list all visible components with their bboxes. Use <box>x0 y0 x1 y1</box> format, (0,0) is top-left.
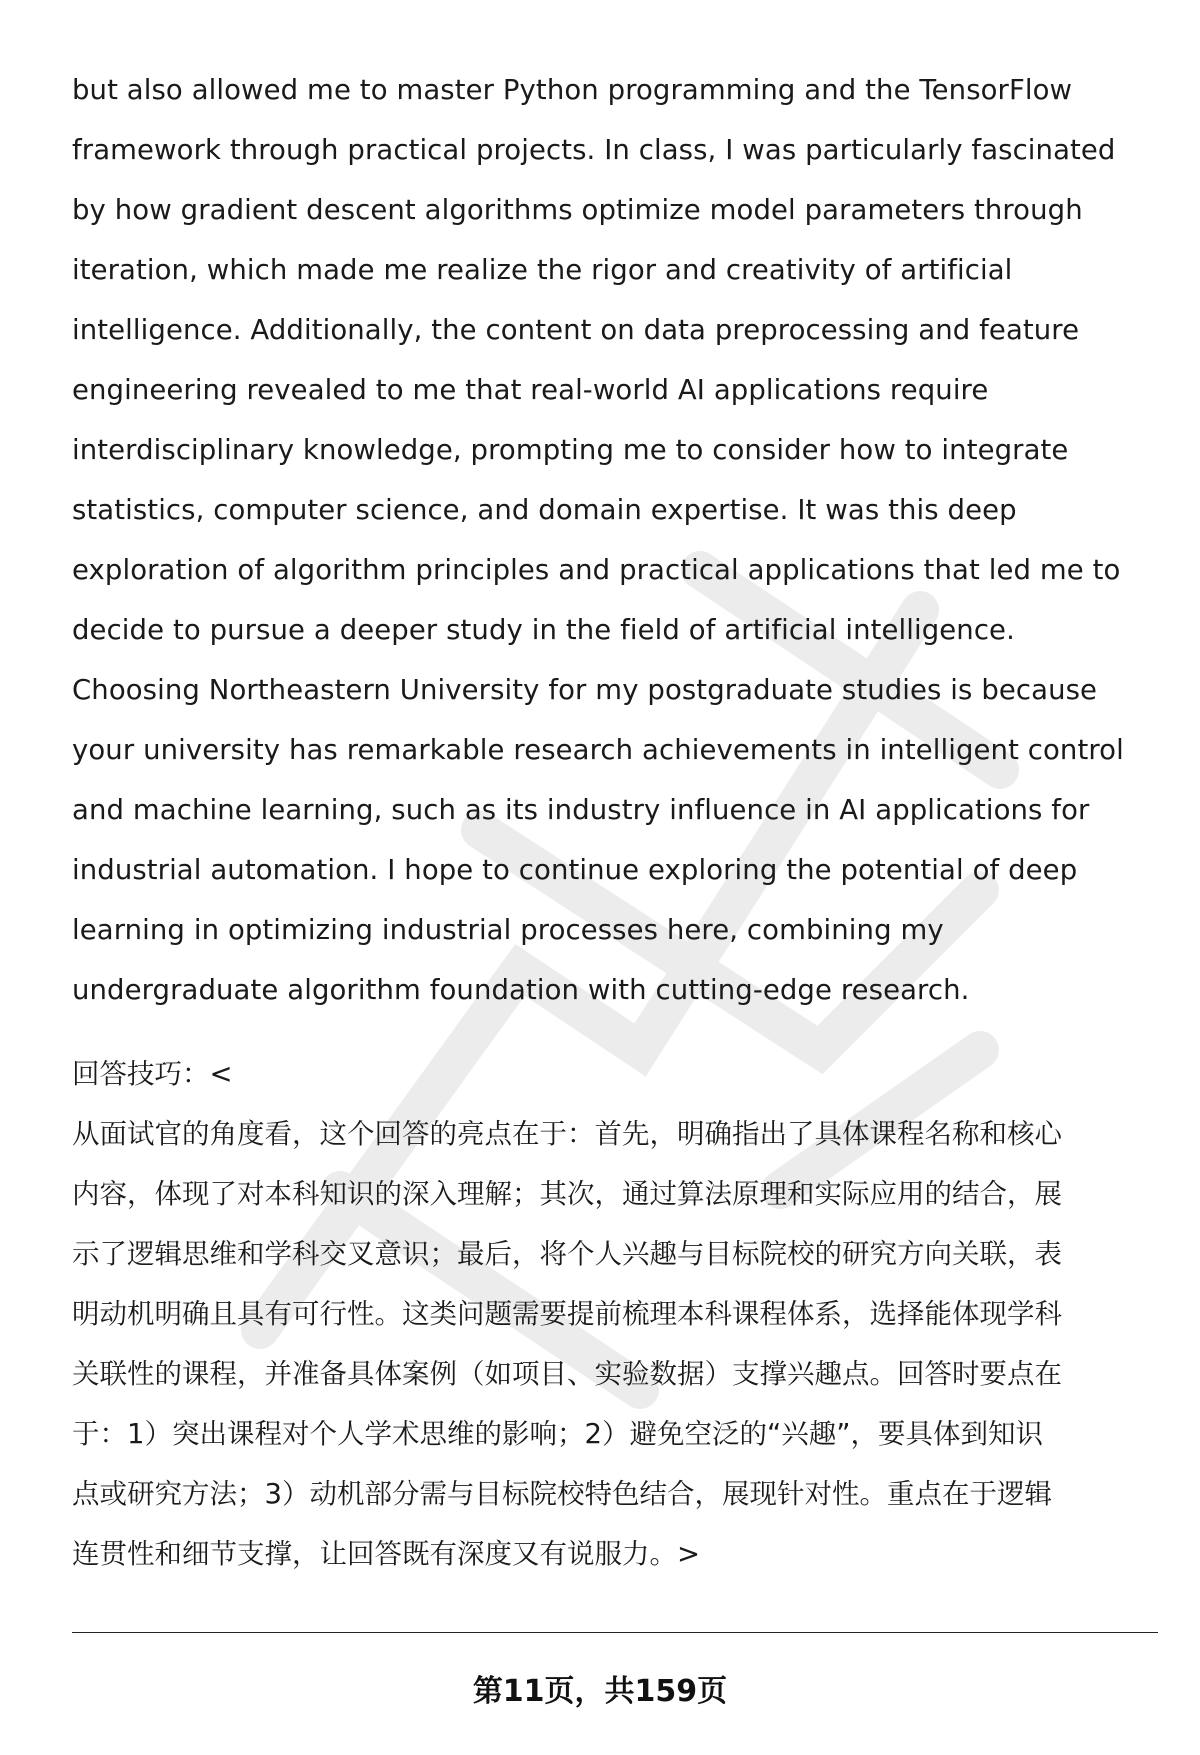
body-line: intelligence. Additionally, the content on data preprocessing and feature <box>72 314 1080 346</box>
body-line: and machine learning, such as its industry influence in AI applications for <box>72 794 1090 826</box>
body-line: but also allowed me to master Python programming and the TensorFlow <box>72 74 1073 106</box>
body-line: Choosing Northeastern University for my postgraduate studies is because <box>72 674 1098 706</box>
body-line: interdisciplinary knowledge, prompting me to consider how to integrate <box>72 434 1069 466</box>
tips-line: 连贯性和细节支撑，让回答既有深度又有说服力。> <box>72 1538 701 1570</box>
body-line: decide to pursue a deeper study in the field of artificial intelligence. <box>72 614 1015 646</box>
body-line: engineering revealed to me that real-world AI applications require <box>72 374 989 406</box>
body-line: undergraduate algorithm foundation with cutting-edge research. <box>72 974 970 1006</box>
body-line: statistics, computer science, and domain expertise. It was this deep <box>72 494 1017 526</box>
tips-line: 内容，体现了对本科知识的深入理解；其次，通过算法原理和实际应用的结合，展 <box>72 1178 1062 1210</box>
answer-body <box>72 60 1152 1020</box>
tips-line: 从面试官的角度看，这个回答的亮点在于：首先，明确指出了具体课程名称和核心 <box>72 1118 1062 1150</box>
body-line: framework through practical projects. In class, I was particularly fascinated <box>72 134 1116 166</box>
tips-heading: 回答技巧：< <box>72 1058 233 1090</box>
body-line: industrial automation. I hope to continue exploring the potential of deep <box>72 854 1078 886</box>
answer-tips <box>72 1044 1152 1584</box>
tips-line: 关联性的课程，并准备具体案例（如项目、实验数据）支撑兴趣点。回答时要点在 <box>72 1358 1062 1390</box>
tips-line: 明动机明确且具有可行性。这类问题需要提前梳理本科课程体系，选择能体现学科 <box>72 1298 1062 1330</box>
tips-line: 点或研究方法；3）动机部分需与目标院校特色结合，展现针对性。重点在于逻辑 <box>72 1478 1052 1510</box>
body-line: iteration, which made me realize the rigor and creativity of artificial <box>72 254 1013 286</box>
page-number: 第11页，共159页 <box>472 1674 728 1709</box>
footer-divider <box>72 1632 1158 1633</box>
body-line: by how gradient descent algorithms optimize model parameters through <box>72 194 1083 226</box>
body-line: exploration of algorithm principles and practical applications that led me to <box>72 554 1121 586</box>
body-line: learning in optimizing industrial processes here, combining my <box>72 914 944 946</box>
tips-line: 于：1）突出课程对个人学术思维的影响；2）避免空泛的“兴趣”，要具体到知识 <box>72 1418 1043 1450</box>
tips-line: 示了逻辑思维和学科交叉意识；最后，将个人兴趣与目标院校的研究方向关联，表 <box>72 1238 1062 1270</box>
body-line: your university has remarkable research achievements in intelligent control <box>72 734 1124 766</box>
